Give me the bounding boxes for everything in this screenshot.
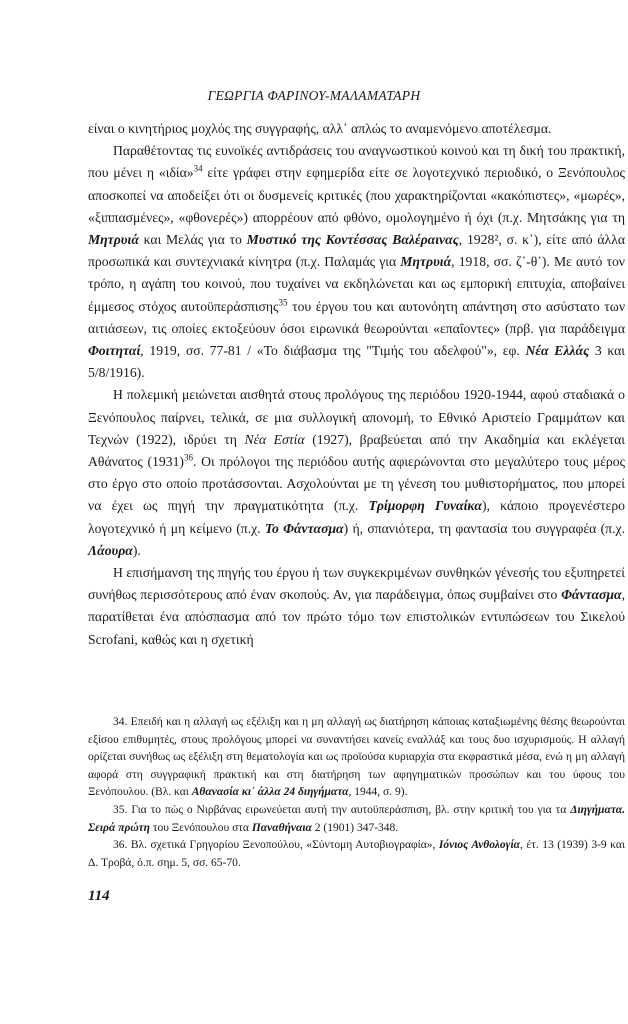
text-run: είτε γράφει στην εφημερίδα είτε σε λογοτεχνικό περιοδικό, ο Ξενόπουλος αποσκοπεί να αποδείξει ότι οι δυσμενείς κριτικές (που χαρακτηρίζονται «κακόπιστες», «μωρές», «ξιππασμένες», «φθονερές») απορρέουν από φθόνο, ομολογημένο ή όχι (π.χ. Μητσάκης για τη [88,165,625,225]
page-number: 114 [88,888,110,904]
text-run: 34. Επειδή και η αλλαγή ως εξέλιξη και η μη αλλαγή ως διατήρηση κάποιας καταξιωμένης θέσης θεωρούνται εξίσου επιθυμητές, στους προλόγους μπορεί να συναντήσει κανείς εναλλάξ και τους δυο ισχυρισμούς. Η αλλαγή ορίζεται συνήθως ως εξέλιξη στη θεματολογία και ως προϊούσα κυριαρχία στα εκφραστικά μέσα, ενώ η μη αλλαγή αφορά στη συγγραφική πρακτική και στη διατήρηση των αφηγηματικών προσώπων και του ύφους του Ξενόπουλου. (Βλ. και [88,716,625,799]
periodical-title: Νέα Ελλάς [525,343,590,359]
text-run: , παρατίθεται ένα απόσπασμα από τον πρώτο τόμο των επιστολικών εντυπώσεων του Σικελού Scrofani, καθώς και η σχετική [88,587,625,647]
periodical-title: Νέα Εστία [244,431,305,447]
work-title: Μητρυιά [400,254,452,270]
footnote-34 [88,714,625,802]
text-run: , 1919, σσ. 77-81 / «Το διάβασμα της "Τιμής του αδελφού"», εφ. [140,343,526,359]
text-run: 35. Για το πώς ο Νιρβάνας ειρωνεύεται αυτή την αυτοϋπεράσπιση, βλ. στην κριτική του για τα [113,803,571,816]
text-run: Η επισήμανση της πηγής του έργου ή των συγκεκριμένων συνθηκών γένεσής του εξυπηρετεί συνήθως περισσότερους από έναν σκοπούς. Αν, για παράδειγμα, όπως συμβαίνει στο [88,565,625,603]
footnote-ref-36[interactable]: 36 [183,452,193,463]
text-run: 2 (1901) 347-348. [311,821,399,834]
text-run: (1927), βραβεύεται από την Ακαδημία και εκλέγεται Αθάνατος (1931) [88,431,625,470]
text-run: και Μελάς για το [138,232,247,248]
paragraph-2 [88,140,625,384]
running-head: ΓΕΩΡΓΙΑ ΦΑΡΙΝΟΥ-ΜΑΛΑΜΑΤΑΡΗ [207,88,421,103]
work-title: Μυστικό της Κοντέσσας Βαλέραινας [246,232,459,248]
text-run: του Ξενόπουλου στα [149,821,252,834]
text-run: . Οι πρόλογοι της περιόδου αυτής αφιερώνονται στο μεγαλύτερο τους μέρος στο έργο στο οποίο προτάσσονται. Ασχολούνται με τη γένεση του μυθιστορήματος, που μπορεί να έχει ως πηγή την πραγματικότητα (π.χ. [88,454,626,514]
footnotes [88,714,625,872]
work-title: Λάουρα [88,542,133,558]
text-run: Παραθέτοντας τις ευνοϊκές αντιδράσεις του αναγνωστικού κοινού και τη δική του πρακτική, που μένει η «ιδία» [88,143,625,181]
text-run: , 1918, σσ. ζ᾽-θ᾽). Με αυτό τον τρόπο, η αγάπη του κοινού, που τυχαίνει να εκδηλώνεται και ως εμπορική επιτυχία, αποβαίνει έμμεσος στόχος αυτοϋπεράσπισης [88,254,625,314]
paragraph-3 [88,384,625,562]
work-title: Αθανασία κι᾽ άλλα 24 διηγήματα [191,786,349,799]
text-run: , 1944, σ. 9). [348,786,408,799]
text-run: Η πολεμική μειώνεται αισθητά στους προλόγους της περιόδου 1920-1944, αφού σταδιακά ο Ξενόπουλος παίρνει, τελικά, σε μια συλλογική απονομή, το Εθνικό Αριστείο Γραμμάτων και Τεχνών (1922), ιδρύει τη [88,387,625,447]
text-run: , 1928², σ. κ᾽), είτε από άλλα προσωπικά και συντεχνιακά κίνητρα (π.χ. Παλαμάς για [88,232,626,270]
text-run: 36. Βλ. σχετικά Γρηγορίου Ξενοπούλου, «Σύντομη Αυτοβιογραφία», [113,839,439,852]
footnote-35 [88,802,625,837]
footnote-ref-35[interactable]: 35 [278,297,288,308]
text-run: του έργου του και αυτονόητη απάντηση στο ασύστατο των αιτιάσεων, τις οποίες εκτοξεύουν όσοι ειρωνικά θεωρούνται «επαΐοντες» (πρβ. για παράδειγμα [88,298,626,336]
main-text [88,118,625,651]
paragraph-1: είναι ο κινητήριος μοχλός της συγγραφής, αλλ᾽ απλώς το αναμενόμενο αποτέλεσμα. [88,121,552,136]
periodical-title: Ιόνιος Ανθολογία [438,839,521,852]
text-run: 3 και 5/8/1916). [88,343,625,381]
work-title: Φάντασμα [561,587,622,603]
footnote-ref-34[interactable]: 34 [193,163,203,174]
work-title: Τρίμορφη Γυναίκα [368,498,482,514]
work-title: Διηγήματα. Σειρά πρώτη [88,803,625,834]
work-title: Μητρυιά [88,232,139,248]
paragraph-4 [88,562,625,651]
work-title: Το Φάντασμα [264,520,344,536]
periodical-title: Παναθήναια [251,821,312,834]
text-run: ) ή, σπανιότερα, τη φαντασία του συγγραφέα (π.χ. [343,520,626,536]
text-run: ). [132,542,141,558]
text-run: ), κάποιο προγενέστερο λογοτεχνικό ή μη κείμενο (π.χ. [88,498,625,536]
work-title: Φοιτηταί [88,343,141,359]
text-run: , έτ. 13 (1939) 3-9 και Δ. Τροβά, ό.π. σημ. 5, σσ. 65-70. [88,839,625,869]
footnote-36 [88,837,625,872]
